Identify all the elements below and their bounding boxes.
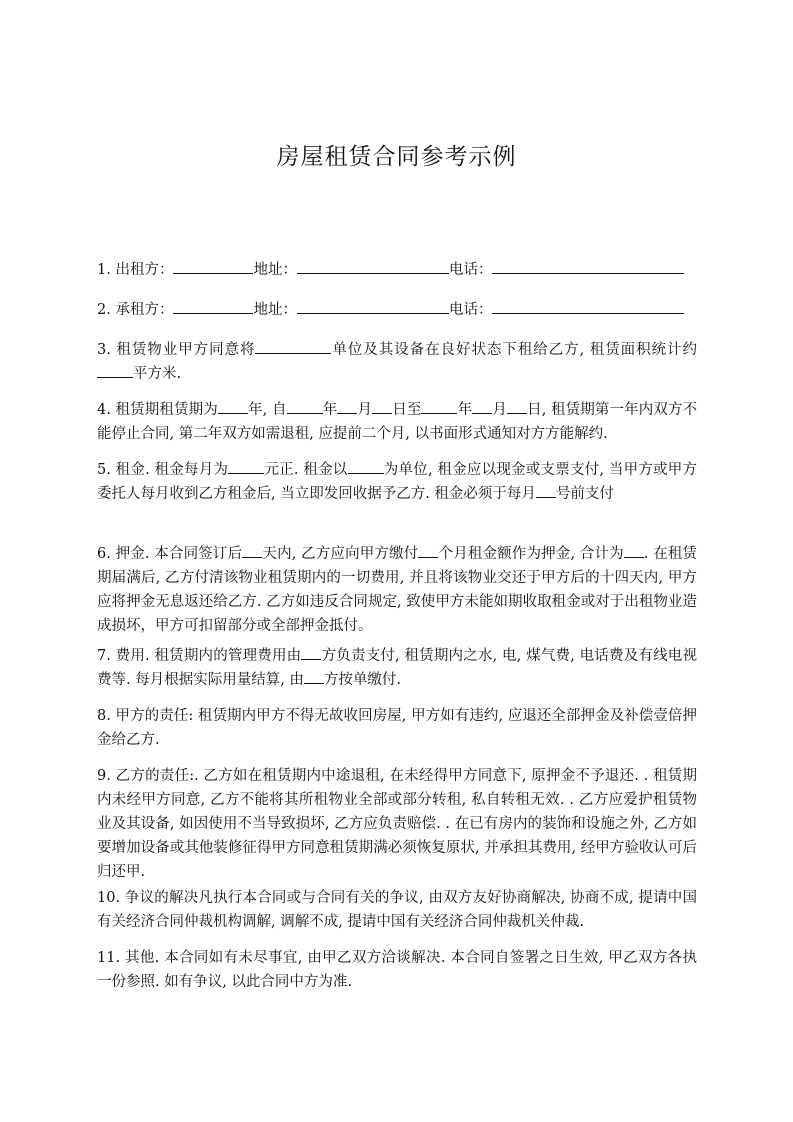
clause-6-text-b: 天内, 乙方应向甲方缴付 xyxy=(262,546,419,562)
end-year-blank[interactable] xyxy=(421,399,457,414)
clause-4-text-g: 月 xyxy=(492,402,507,418)
area-blank[interactable] xyxy=(97,363,133,378)
deposit-months-blank[interactable] xyxy=(418,543,438,558)
landlord-phone-blank[interactable] xyxy=(492,259,684,274)
clause-6-text-a: 6. 押金. 本合同签订后 xyxy=(97,546,243,562)
clause-3-text-b: 单位及其设备在良好状态下租给乙方, 租赁面积统计约 xyxy=(331,342,697,358)
clause-7 xyxy=(97,644,697,692)
tenant-phone-label: 电话： xyxy=(448,302,493,318)
clause-5-text-b: 元正. 租金以 xyxy=(264,462,348,478)
clause-11: 11. 其他. 本合同如有未尽事宜, 由甲乙双方洽谈解决. 本合同自签署之日生效, 甲乙双方各执一份参照. 如有争议, 以此合同中方为准. xyxy=(97,950,697,990)
end-day-blank[interactable] xyxy=(507,399,527,414)
clause-5-text-c: 为单位, 租金应以现金或支票支付, 当甲方或甲方委托人每月收到乙方租金后, 当立即发回收据予乙方. 租金必须于每月 xyxy=(97,462,698,502)
landlord-row xyxy=(97,258,697,282)
rent-unit-blank[interactable] xyxy=(348,459,384,474)
clause-6-text-c: 个月租金额作为押金, 合计为 xyxy=(438,546,624,562)
tenant-blank[interactable] xyxy=(173,299,253,314)
tenant-label: 2. 承租方： xyxy=(97,302,174,318)
clause-5-text-a: 5. 租金. 租金每月为 xyxy=(97,462,229,478)
clause-8: 8. 甲方的责任: 租赁期内甲方不得无故收回房屋, 甲方如有违约, 应退还全部押金及补偿壹倍押金给乙方. xyxy=(97,708,697,748)
clause-7-text-a: 7. 费用. 租赁期内的管理费用由 xyxy=(97,648,302,664)
clause-4 xyxy=(97,398,697,446)
term-years-blank[interactable] xyxy=(218,399,248,414)
clause-7-text-c: 方按单缴付. xyxy=(323,672,402,688)
clause-7-text-b: 方负责支付, 租赁期内之水, 电, 煤气费, 电话费及有线电视费等. 每月根据实际用量结算, 由 xyxy=(97,648,697,688)
landlord-label: 1. 出租方： xyxy=(97,262,174,278)
tenant-address-label: 地址： xyxy=(253,302,297,318)
clause-4-text-e: 日至 xyxy=(392,402,422,418)
landlord-blank[interactable] xyxy=(173,259,253,274)
landlord-address-label: 地址： xyxy=(253,262,297,278)
clause-4-text-a: 4. 租赁期租赁期为 xyxy=(97,402,218,418)
clause-3-text-a: 3. 租赁物业甲方同意将 xyxy=(97,342,256,358)
deposit-total-blank[interactable] xyxy=(624,543,644,558)
clause-9: 9. 乙方的责任:. 乙方如在租赁期内中途退租, 在未经得甲方同意下, 原押金不予退还. . 租赁期内未经甲方同意, 乙方不能将其所租物业全部或部分转租, 私自转租无效. . 乙方应爱护租赁物业及其设备, 如因使用不当导致损坏, 乙方应负责赔偿. . 在已有房内的装饰和设施之外, 乙方如要增加设备或其他装修征得甲方同意租赁期满必须恢复原状, 并承担其费用, 经甲方验收认可后归还甲. xyxy=(97,768,697,880)
clause-5 xyxy=(97,458,697,506)
page-title: 房屋租赁合同参考示例 xyxy=(276,144,517,170)
rent-amount-blank[interactable] xyxy=(228,459,264,474)
start-month-blank[interactable] xyxy=(337,399,357,414)
utility-party-blank[interactable] xyxy=(304,669,324,684)
clause-4-text-c: 年 xyxy=(322,402,338,418)
start-year-blank[interactable] xyxy=(287,399,323,414)
clause-3-text-c: 平方米. xyxy=(133,366,182,382)
clause-6-text-d: . 在租赁期届满后, 乙方付清该物业租赁期内的一切费用, 并且将该物业交还于甲方后的十四天内, 甲方应将押金无息返还给乙方. 乙方如违反合同规定, 致使甲方未能如期收取租金或对于出租物业造成损坏，甲方可扣留部分或全部押金抵付。 xyxy=(97,546,698,634)
tenant-row xyxy=(97,298,697,322)
clause-4-text-d: 月 xyxy=(357,402,373,418)
start-day-blank[interactable] xyxy=(372,399,392,414)
clause-6 xyxy=(97,542,697,638)
clause-4-text-h: 日, 租赁期第一年内双方不能停止合同, 第二年双方如需退租, 应提前二个月, 以书面形式通知对方方能解约. xyxy=(97,402,698,442)
clause-4-text-f: 年 xyxy=(457,402,473,418)
tenant-phone-blank[interactable] xyxy=(492,299,684,314)
tenant-address-blank[interactable] xyxy=(297,299,449,314)
clause-3 xyxy=(97,338,697,386)
landlord-phone-label: 电话： xyxy=(448,262,493,278)
mgmt-fee-party-blank[interactable] xyxy=(301,645,321,660)
end-month-blank[interactable] xyxy=(472,399,492,414)
rent-due-day-blank[interactable] xyxy=(536,483,556,498)
deposit-days-blank[interactable] xyxy=(242,543,262,558)
clause-5-text-d: 号前支付 xyxy=(555,486,614,502)
property-blank[interactable] xyxy=(255,339,331,354)
landlord-address-blank[interactable] xyxy=(297,259,449,274)
clause-4-text-b: 年, 自 xyxy=(247,402,287,418)
clause-10: 10. 争议的解决凡执行本合同或与合同有关的争议, 由双方友好协商解决, 协商不成, 提请中国有关经济合同仲裁机构调解, 调解不成, 提请中国有关经济合同仲裁机关仲裁. xyxy=(97,890,697,930)
